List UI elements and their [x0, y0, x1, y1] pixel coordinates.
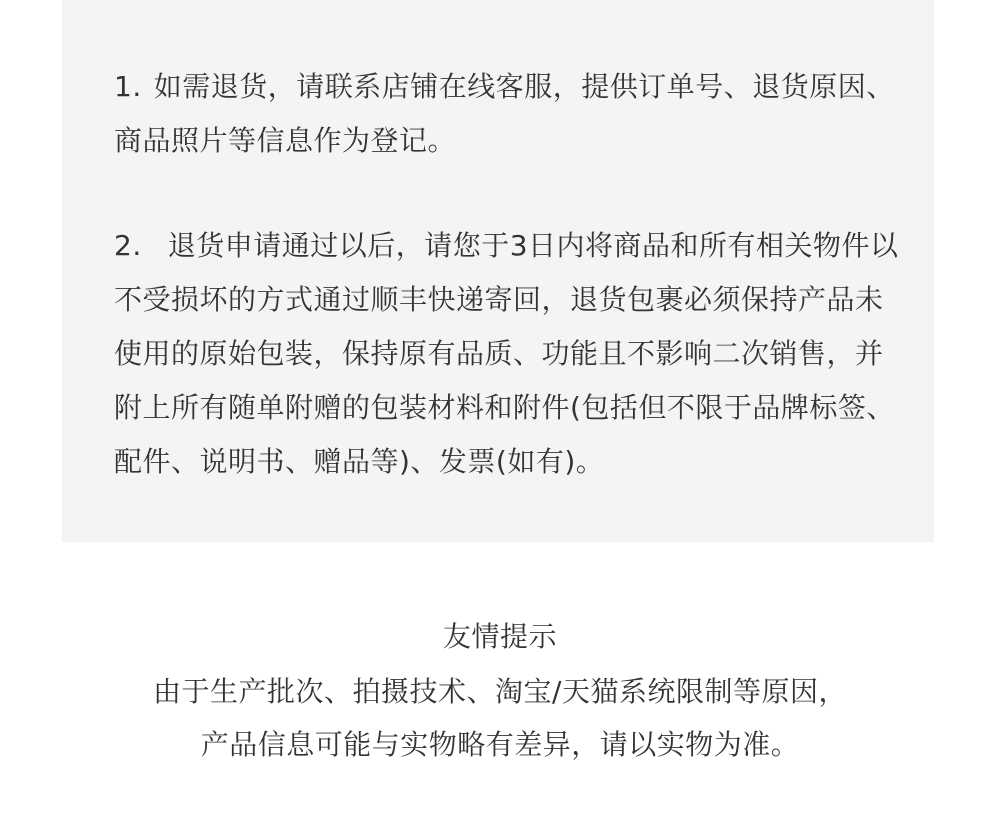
policy-item-2	[114, 219, 904, 489]
tips-line-1: 由于生产批次、拍摄技术、淘宝/天猫系统限制等原因，	[153, 675, 847, 708]
tips-title: 友情提示	[442, 620, 557, 653]
policy-item-number: 1.	[114, 70, 142, 103]
policy-item-number: 2.	[114, 229, 142, 262]
policy-item-text: 如需退货，请联系店铺在线客服，提供订单号、退货原因、商品照片等信息作为登记。	[114, 70, 895, 157]
policy-item-1	[114, 60, 904, 168]
policy-item-text: 退货申请通过以后，请您于3日内将商品和所有相关物件以不受损坏的方式通过顺丰快递寄回，退货包裹必须保持产品未使用的原始包装，保持原有品质、功能且不影响二次销售，并附上所有随单附赠的包装材料和附件(包括但不限于品牌标签、配件、说明书、赠品等)、发票(如有)。	[114, 229, 899, 478]
tips-line-2: 产品信息可能与实物略有差异，请以实物为准。	[200, 728, 800, 761]
return-policy-panel	[62, 0, 934, 542]
